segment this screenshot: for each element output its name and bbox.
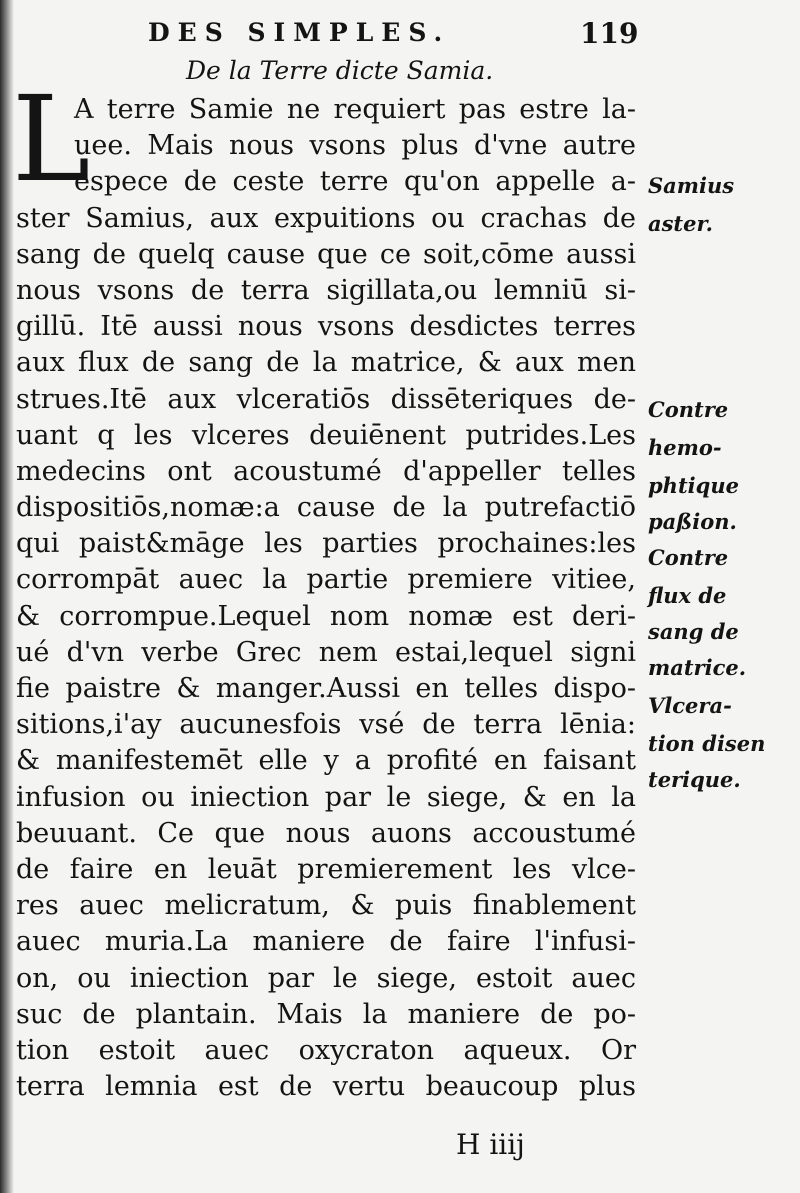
- margin-note: matrice.: [648, 655, 747, 680]
- margin-note: paßion.: [648, 509, 737, 534]
- text-line: res auec melicratum, & puis finablement: [16, 890, 636, 922]
- text-line: uee. Mais nous vsons plus d'vne autre: [74, 130, 636, 162]
- margin-note: terique.: [648, 767, 741, 792]
- text-line: sitions,i'ay aucunesfois vsé de terra lēnia:: [16, 709, 636, 741]
- text-line: tion estoit auec oxycraton aqueux. Or: [16, 1034, 636, 1066]
- margin-note: Samius: [648, 173, 735, 198]
- text-line: A terre Samie ne requiert pas estre la-: [74, 94, 636, 125]
- signature-mark: H iiij: [456, 1128, 525, 1161]
- text-line: nous vsons de terra sigillata,ou lemniū si-: [16, 274, 636, 306]
- margin-note: Vlcera-: [648, 693, 732, 718]
- text-line: beuuant. Ce que nous auons accoustumé: [16, 817, 636, 849]
- text-line: ster Samius, aux expuitions ou crachas de: [16, 202, 636, 234]
- text-line: ué d'vn verbe Grec nem estai,lequel signi: [16, 636, 636, 668]
- text-line: auec muria.La maniere de faire l'infusi-: [16, 926, 636, 958]
- margin-note: sang de: [648, 619, 739, 644]
- body-text: [16, 92, 636, 1105]
- margin-note: Contre: [648, 545, 729, 570]
- margin-note: aster.: [648, 211, 713, 236]
- text-line: uant q les vlceres deuiēnent putrides.Les: [16, 419, 636, 451]
- margin-note: flux de: [648, 583, 727, 608]
- text-line: & manifestemēt elle y a profité en faisant: [16, 745, 636, 777]
- margin-note: phtique: [648, 473, 739, 498]
- text-line: sang de quelq cause que ce soit,cōme aussi: [16, 238, 636, 270]
- text-line: espece de ceste terre qu'on appelle a-: [74, 166, 636, 198]
- text-line: dispositiōs,nomæ:a cause de la putrefactiō: [16, 492, 636, 524]
- chapter-title: De la Terre dicte Samia.: [186, 56, 494, 85]
- text-line: qui paist&māge les parties prochaines:les: [16, 528, 636, 560]
- drop-cap-initial: L: [12, 70, 91, 208]
- text-line: medecins ont acoustumé d'appeller telles: [16, 455, 636, 487]
- margin-note: hemo-: [648, 435, 722, 460]
- text-line: fie paistre & manger.Aussi en telles dispo-: [16, 673, 636, 704]
- text-line: suc de plantain. Mais la maniere de po-: [16, 998, 636, 1030]
- text-line: de faire en leuāt premierement les vlce-: [16, 853, 636, 885]
- text-line: terra lemnia est de vertu beaucoup plus: [16, 1071, 636, 1103]
- text-line: gillū. Itē aussi nous vsons desdictes terres: [16, 311, 636, 343]
- text-line: aux flux de sang de la matrice, & aux men: [16, 347, 636, 379]
- page-number: 119: [580, 17, 639, 50]
- margin-note: Contre: [648, 397, 729, 422]
- text-line: & corrompue.Lequel nom nomæ est deri-: [16, 600, 636, 632]
- margin-note: tion disen: [648, 731, 766, 756]
- text-line: corrompāt auec la partie premiere vitiee,: [16, 564, 636, 596]
- text-line: strues.Itē aux vlceratiōs dissēteriques de-: [16, 383, 636, 415]
- running-head: DES SIMPLES.: [148, 18, 451, 47]
- text-line: on, ou iniection par le siege, estoit auec: [16, 962, 636, 994]
- text-line: infusion ou iniection par le siege, & en la: [16, 781, 636, 813]
